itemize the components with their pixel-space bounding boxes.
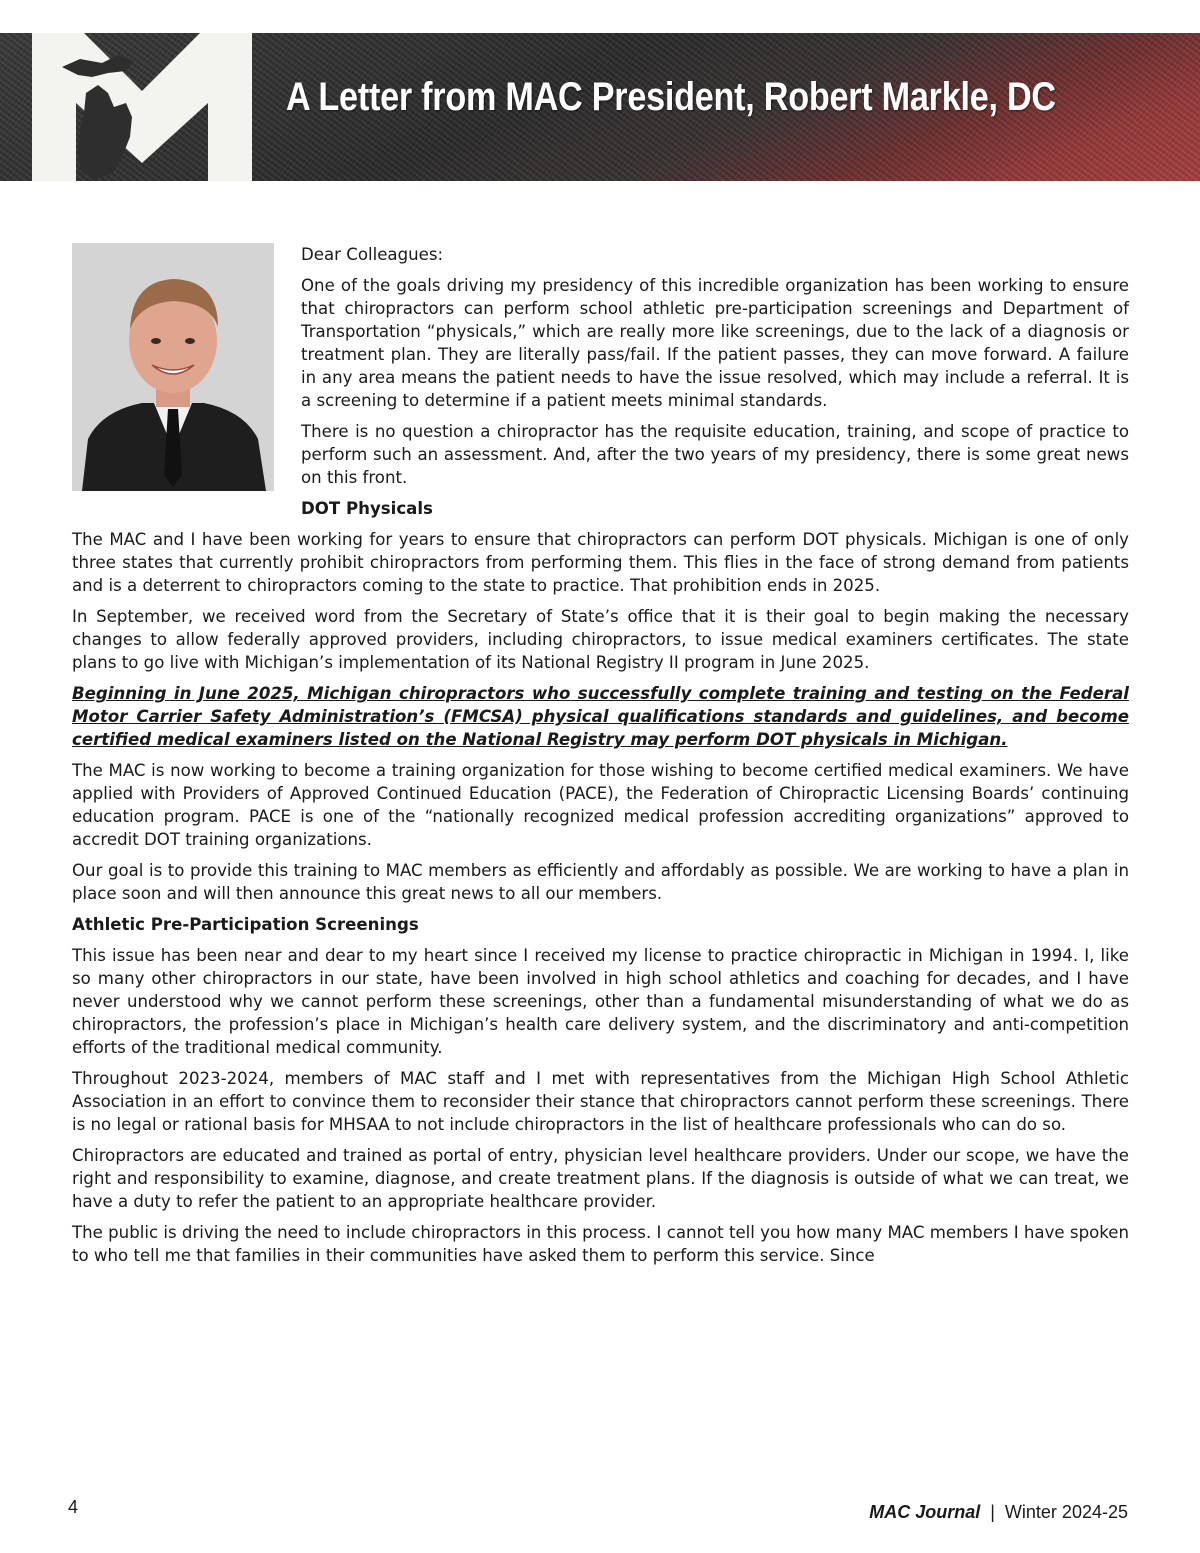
footer-separator: | [990,1502,995,1522]
section-heading-dot-physicals: DOT Physicals [301,499,433,518]
salutation: Dear Colleagues: [301,245,444,264]
portrait-illustration [72,243,274,491]
issue-label: Winter 2024-25 [1004,1502,1128,1522]
portrait-photo [72,243,274,491]
footer-publication [869,1502,1128,1523]
paragraph: In September, we received word from the Secretary of State’s office that it is their goal to begin making the necessary changes to allow federally approved providers, including chiropractors, to issue medical examiners certificates. The state plans to go live with Michigan’s implementation of its National Registry II program in June 2025. [72,607,1129,672]
paragraph: Throughout 2023-2024, members of MAC staff and I met with representatives from the Michigan High School Athletic Association in an effort to convince them to reconsider their stance that chiropractors cannot perform these screenings. There is no legal or rational basis for MHSAA to not include chiropractors in the list of healthcare professionals who can do so. [72,1069,1129,1134]
highlighted-announcement: Beginning in June 2025, Michigan chiropractors who successfully complete training and testing on the Federal Motor Carrier Safety Administration’s (FMCSA) physical qualifications standards and guidelines, and become certified medical examiners listed on the National Registry may perform DOT physicals in Michigan. [72,684,1129,749]
journal-name: MAC Journal [869,1502,981,1522]
paragraph: The MAC and I have been working for years to ensure that chiropractors can perform DOT physicals. Michigan is one of only three states that currently prohibit chiropractors from performing them. This flies in the face of strong demand from patients and is a deterrent to chiropractors coming to the state to practice. That prohibition ends in 2025. [72,530,1129,595]
letter-article [72,243,1129,1275]
paragraph: One of the goals driving my presidency of this incredible organization has been working to ensure that chiropractors can perform school athletic pre-participation screenings and Department of Transportation “physicals,” which are really more like screenings, due to the lack of a diagnosis or treatment plan. They are literally pass/fail. If the patient passes, they can move forward. A failure in any area means the patient needs to have the issue resolved, which may include a referral. It is a screening to determine if a patient meets minimal standards. [301,276,1129,410]
paragraph: This issue has been near and dear to my heart since I received my license to practice chiropractic in Michigan in 1994. I, like so many other chiropractors in our state, have been involved in high school athletics and coaching for decades, and I have never understood why we cannot perform these screenings, other than a fundamental misunderstanding of what we do as chiropractors, the profession’s place in Michigan’s health care delivery system, and the discriminatory and anti-competition efforts of the traditional medical community. [72,946,1129,1057]
header-banner [0,33,1200,181]
mac-m-michigan-logo-icon [22,33,262,181]
page-title: A Letter from MAC President, Robert Markle, DC [286,75,1056,119]
page-number: 4 [68,1497,79,1517]
paragraph: There is no question a chiropractor has the requisite education, training, and scope of practice to perform such an assessment. And, after the two years of my presidency, there is some great news on this front. [301,422,1129,487]
paragraph: Chiropractors are educated and trained as portal of entry, physician level healthcare providers. Under our scope, we have the right and responsibility to examine, diagnose, and create treatment plans. If the diagnosis is outside of what we can treat, we have a duty to refer the patient to an appropriate healthcare provider. [72,1146,1129,1211]
section-heading-athletic-screenings: Athletic Pre-Participation Screenings [72,915,419,934]
paragraph: Our goal is to provide this training to MAC members as efficiently and affordably as possible. We are working to have a plan in place soon and will then announce this great news to all our members. [72,861,1129,903]
paragraph: The public is driving the need to include chiropractors in this process. I cannot tell you how many MAC members I have spoken to who tell me that families in their communities have asked them to perform this service. Since [72,1223,1129,1265]
paragraph: The MAC is now working to become a training organization for those wishing to become certified medical examiners. We have applied with Providers of Approved Continued Education (PACE), the Federation of Chiropractic Licensing Boards’ continuing education program. PACE is one of the “nationally recognized medical profession accrediting organizations” approved to accredit DOT training organizations. [72,761,1129,849]
